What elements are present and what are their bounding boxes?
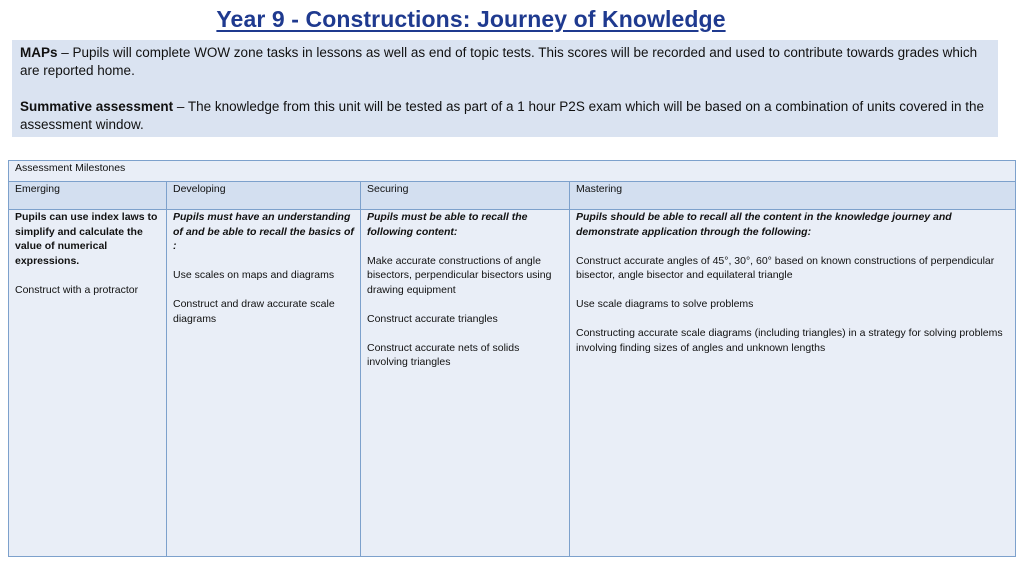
level-developing: Developing (167, 182, 361, 210)
securing-lead: Pupils must be able to recall the following content: (367, 211, 528, 238)
securing-item: Construct accurate nets of solids involving triangles (367, 341, 520, 368)
developing-lead: Pupils must have an understanding of and be able to recall the basics of : (173, 211, 354, 252)
maps-label: MAPs (20, 45, 58, 60)
mastering-item: Constructing accurate scale diagrams (including triangles) in a strategy for solving problems involving finding sizes of angles and unknown lengths (576, 327, 1003, 354)
level-securing: Securing (361, 182, 570, 210)
summative-paragraph (20, 98, 990, 134)
maps-text: – Pupils will complete WOW zone tasks in lessons as well as end of topic tests. This scores will be recorded and used to contribute towards grades which are reported home. (20, 45, 978, 78)
table-heading: Assessment Milestones (9, 161, 1016, 182)
mastering-item: Construct accurate angles of 45°, 30°, 60° based on known constructions of perpendicular bisector, angle bisector and equilateral triangle (576, 254, 995, 281)
emerging-cell (9, 210, 167, 557)
developing-item: Use scales on maps and diagrams (173, 269, 335, 281)
level-emerging: Emerging (9, 182, 167, 210)
page-title: Year 9 - Constructions: Journey of Knowledge (216, 6, 726, 32)
assessment-milestones-table (8, 160, 1016, 557)
emerging-item: Construct with a protractor (15, 283, 139, 296)
emerging-lead: Pupils can use index laws to simplify and calculate the value of numerical expressions. (15, 211, 158, 267)
content-row (9, 210, 1016, 557)
mastering-lead: Pupils should be able to recall all the content in the knowledge journey and demonstrate application through the following: (576, 211, 952, 238)
summative-label: Summative assessment (20, 99, 174, 114)
table-heading-row (9, 161, 1016, 182)
developing-item: Construct and draw accurate scale diagrams (173, 298, 335, 325)
securing-cell (361, 210, 570, 557)
maps-paragraph (20, 44, 990, 80)
summative-text: – The knowledge from this unit will be tested as part of a 1 hour P2S exam which will be based on a combination of units covered in the assessment window. (20, 99, 985, 132)
securing-item: Construct accurate triangles (367, 312, 498, 325)
securing-item: Make accurate constructions of angle bisectors, perpendicular bisectors using drawing equipment (367, 254, 552, 296)
developing-cell (167, 210, 361, 557)
levels-row (9, 182, 1016, 210)
mastering-item: Use scale diagrams to solve problems (576, 298, 754, 310)
level-mastering: Mastering (570, 182, 1016, 210)
mastering-cell (570, 210, 1016, 557)
assessment-info-box (12, 40, 998, 137)
